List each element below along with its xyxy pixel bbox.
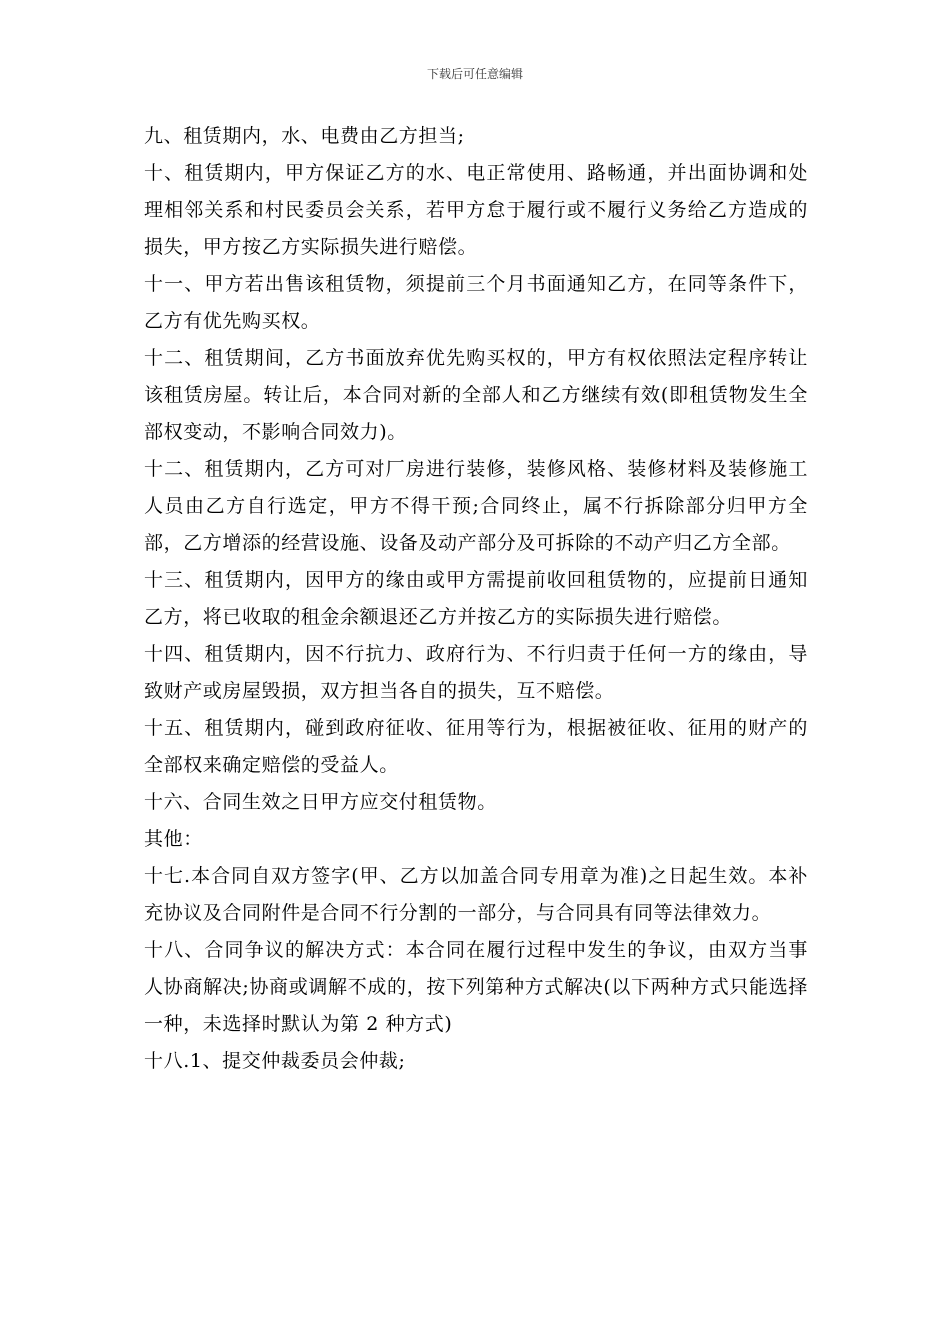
clause-18-1: 十八.1、提交仲裁委员会仲裁; — [144, 1050, 406, 1072]
clause-15: 十五、租赁期内，碰到政府征收、征用等行为，根据被征收、征用的财产的全部权来确定赔偿的受益人。 — [144, 717, 808, 776]
clause-17: 十七.本合同自双方签字(甲、乙方以加盖合同专用章为准)之日起生效。本补充协议及合同附件是合同不行分割的一部分，与合同具有同等法律效力。 — [144, 865, 808, 924]
clause-16: 十六、合同生效之日甲方应交付租赁物。 — [144, 791, 497, 813]
clause-12a: 十二、租赁期间，乙方书面放弃优先购买权的，甲方有权依照法定程序转让该租赁房屋。转让后，本合同对新的全部人和乙方继续有效(即租赁物发生全部权变动，不影响合同效力)。 — [144, 347, 808, 443]
clause-18: 十八、合同争议的解决方式：本合同在履行过程中发生的争议，由双方当事人协商解决;协商或调解不成的，按下列第种方式解决(以下两种方式只能选择一种，未选择时默认为第 2 种方式) — [144, 939, 808, 1035]
clause-14: 十四、租赁期内，因不行抗力、政府行为、不行归责于任何一方的缘由，导致财产或房屋毁损，双方担当各自的损失，互不赔偿。 — [144, 643, 808, 702]
section-other-heading: 其他： — [144, 828, 203, 850]
document-body — [144, 118, 808, 1080]
clause-13: 十三、租赁期内，因甲方的缘由或甲方需提前收回租赁物的，应提前日通知乙方，将已收取的租金余额退还乙方并按乙方的实际损失进行赔偿。 — [144, 569, 808, 628]
page-header: 下载后可任意编辑 — [426, 67, 523, 81]
clause-9: 九、租赁期内，水、电费由乙方担当; — [144, 125, 465, 147]
clause-12b: 十二、租赁期内，乙方可对厂房进行装修，装修风格、装修材料及装修施工人员由乙方自行选定，甲方不得干预;合同终止，属不行拆除部分归甲方全部，乙方增添的经营设施、设备及动产部分及可拆除的不动产归乙方全部。 — [144, 458, 808, 554]
clause-10: 十、租赁期内，甲方保证乙方的水、电正常使用、路畅通，并出面协调和处理相邻关系和村民委员会关系，若甲方怠于履行或不履行义务给乙方造成的损失，甲方按乙方实际损失进行赔偿。 — [144, 162, 808, 258]
clause-11: 十一、甲方若出售该租赁物，须提前三个月书面通知乙方，在同等条件下，乙方有优先购买权。 — [144, 273, 808, 332]
